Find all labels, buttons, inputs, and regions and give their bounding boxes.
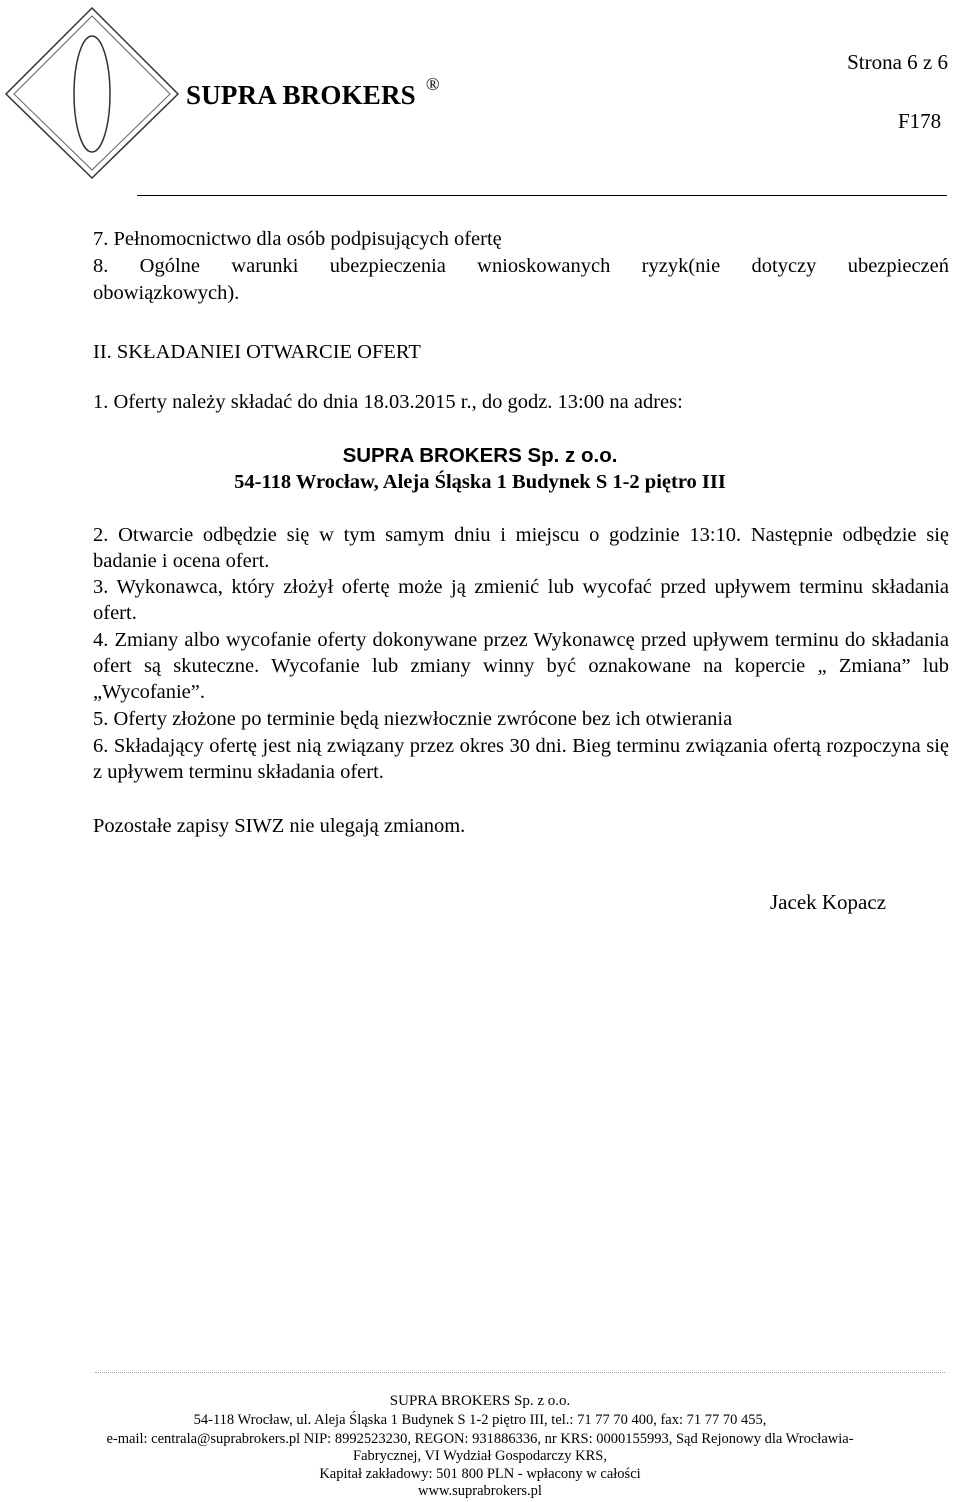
section-title: II. SKŁADANIEI OTWARCIE OFERT [93,341,421,363]
footer-line-2: e-mail: centrala@suprabrokers.pl NIP: 8992523230, REGON: 931886336, nr KRS: 0000155993, Sąd Rejonowy dla Wrocławia- [106,1431,854,1447]
list-item-8-line1: 8. Ogólne warunki ubezpieczenia wnioskowanych ryzyk(nie dotyczy ubezpieczeń [93,255,949,277]
section-item-5: 5. Oferty złożone po terminie będą niezwłocznie zwrócone bez ich otwierania [93,708,733,730]
address-company: SUPRA BROKERS Sp. z o.o. [342,444,618,467]
footer-line-3: Fabrycznej, VI Wydział Gospodarczy KRS, [353,1448,607,1464]
footer-website: www.suprabrokers.pl [418,1483,542,1499]
footer-divider [95,1372,945,1373]
section-item-4: 4. Zmiany albo wycofanie oferty dokonywane przez Wykonawcę przed upływem terminu do składania ofert są skuteczne. Wycofanie lub zmiany winny być oznakowane na kopercie „ Zmiana” lub „Wycofanie”. [93,629,949,703]
brand-text: SUPRA BROKERS [186,80,416,110]
section-item-6: 6. Składający ofertę jest nią związany przez okres 30 dni. Bieg terminu związania ofertą rozpoczyna się z upływem terminu składania ofert. [93,735,949,783]
footer-line-4: Kapitał zakładowy: 501 800 PLN - wpłacony w całości [319,1466,641,1482]
signature-name: Jacek Kopacz [770,890,887,914]
list-item-7: 7. Pełnomocnictwo dla osób podpisujących ofertę [93,228,502,250]
section-item-2: 2. Otwarcie odbędzie się w tym samym dniu i miejscu o godzinie 13:10. Następnie odbędzie się badanie i ocena ofert. [93,524,949,572]
page-number: Strona 6 z 6 [847,50,948,74]
company-logo [2,2,182,182]
section-item-3: 3. Wykonawca, który złożył ofertę może ją zmienić lub wycofać przed upływem terminu składania ofert. [93,576,949,624]
list-item-8-line2: obowiązkowych). [93,282,240,304]
footer-line-1: 54-118 Wrocław, ul. Aleja Śląska 1 Budynek S 1-2 piętro III, tel.: 71 77 70 400, fax: 71 77 70 455, [193,1412,767,1428]
footer-company: SUPRA BROKERS Sp. z o.o. [389,1393,571,1409]
closing-note: Pozostałe zapisy SIWZ nie ulegają zmianom. [93,815,466,837]
registered-mark: ® [425,74,440,94]
address-street: 54-118 Wrocław, Aleja Śląska 1 Budynek S 1-2 piętro III [234,471,726,493]
header-divider [137,195,947,196]
section-item-1: 1. Oferty należy składać do dnia 18.03.2015 r., do godz. 13:00 na adres: [93,391,683,413]
form-code: F178 [898,109,942,133]
brand-name [186,74,440,111]
